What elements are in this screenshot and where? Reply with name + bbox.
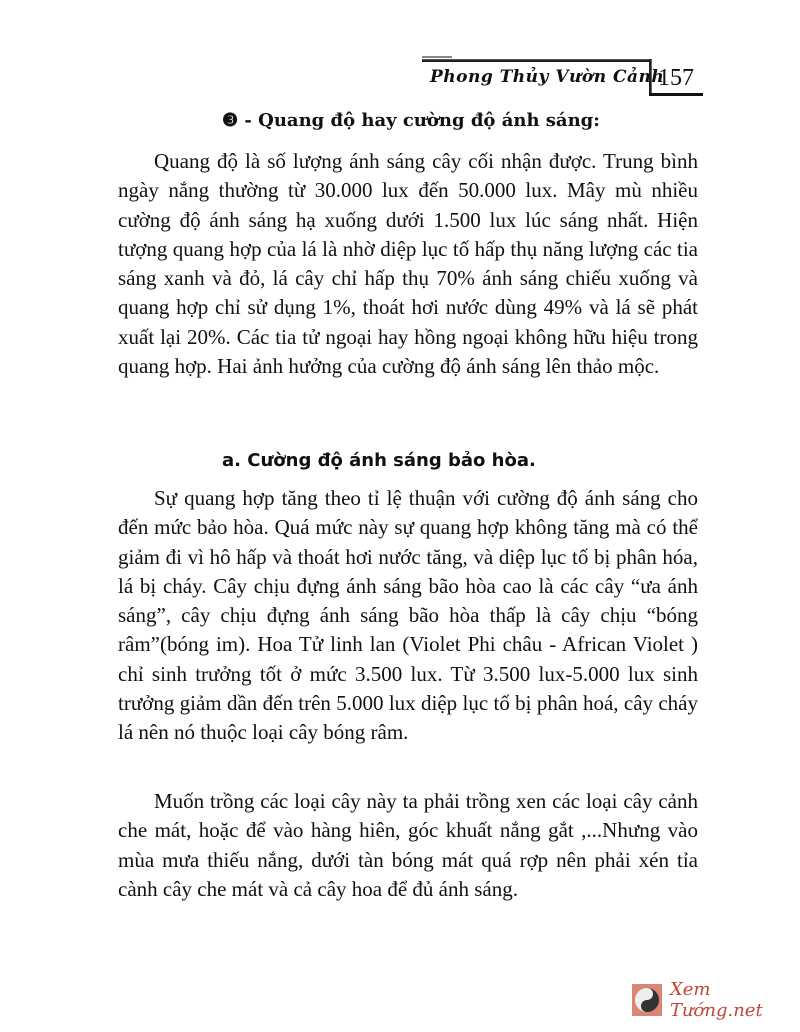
section-heading: ❸ - Quang độ hay cường độ ánh sáng: (222, 110, 600, 131)
paragraph-1: Quang độ là số lượng ánh sáng cây cối nhận được. Trung bình ngày nắng thường từ 30.000 lux đến 50.000 lux. Mây mù nhiều cường độ ánh sáng hạ xuống dưới 1.500 lux lúc sáng nhất. Hiện tượng quang hợp của lá là nhờ diệp lục tố hấp thụ năng lượng các tia sáng xanh và đỏ, lá cây chỉ hấp thụ 70% ánh sáng chiếu xuống và quang hợp chỉ sử dụng 1%, thoát hơi nước dùng 49% và lá sẽ phát xuất lại 20%. Các tia tử ngoại hay hồng ngoại không hữu hiệu trong quang hợp. Hai ảnh hưởng của cường độ ánh sáng lên thảo mộc. (118, 149, 698, 379)
subsection-heading: a. Cường độ ánh sáng bảo hòa. (222, 450, 536, 471)
header-rule-accent (422, 56, 452, 58)
page-number-underline (649, 93, 703, 96)
header-rule (422, 59, 650, 62)
page-number: 157 (658, 65, 694, 91)
watermark-logo (632, 979, 800, 1021)
paragraph-2: Sự quang hợp tăng theo tỉ lệ thuận với cường độ ánh sáng cho đến mức bảo hòa. Quá mức này sự quang hợp không tăng mà có thể giảm đi vì hô hấp và thoát hơi nước tăng, và diệp lục tố bị phân hóa, lá bị cháy. Cây chịu đựng ánh sáng bão hòa cao là các cây “ưa ánh sáng”, cây chịu đựng ánh sáng bão hòa thấp là cây chịu “bóng râm”(bóng im). Hoa Tử linh lan (Violet Phi châu - African Violet ) chỉ sinh trưởng tốt ở mức 3.500 lux. Từ 3.500 lux-5.000 lux sinh trưởng giảm dần đến trên 5.000 lux diệp lục tố bị phân hoá, cây cháy lá nên nó thuộc loại cây bóng râm. (118, 486, 698, 745)
yin-yang-icon (632, 984, 662, 1016)
paragraph-3: Muốn trồng các loại cây này ta phải trồng xen các loại cây cảnh che mát, hoặc để vào hàng hiên, góc khuất nắng gắt ,...Nhưng vào mùa mưa thiếu nắng, dưới tàn bóng mát quá rợp nên phải xén tỉa cành cây che mát và cả cây hoa để đủ ánh sáng. (118, 789, 698, 901)
watermark-text: Xem Tướng.net (669, 979, 763, 1021)
header-divider (649, 59, 652, 95)
running-header (420, 53, 700, 98)
running-title: Phong Thủy Vườn Cảnh (430, 67, 665, 87)
